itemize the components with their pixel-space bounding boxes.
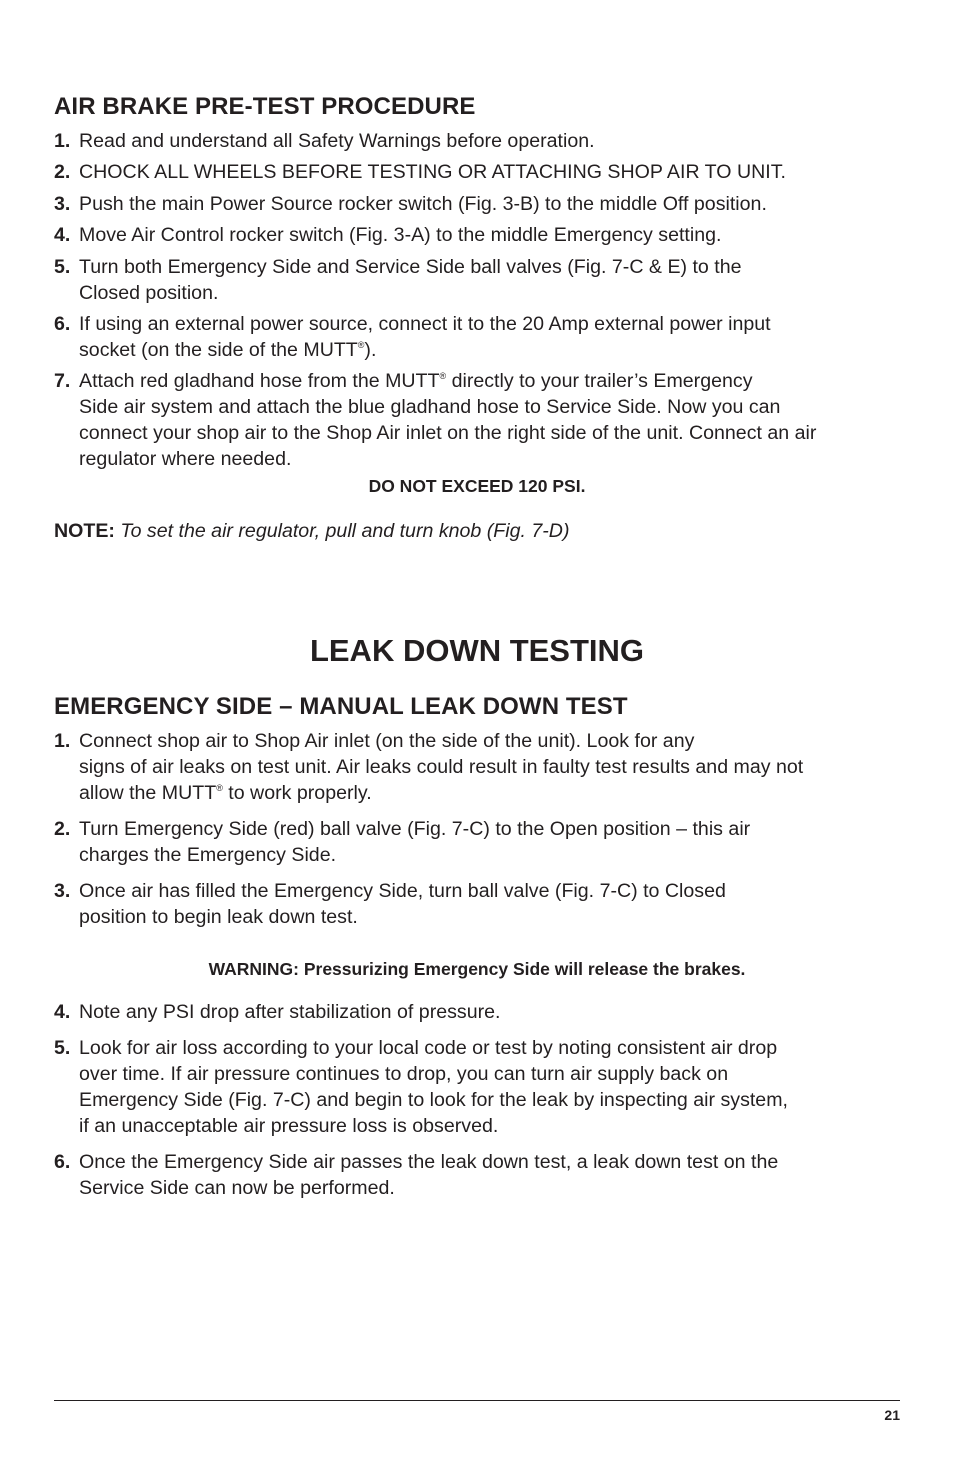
list-item: 7. Attach red gladhand hose from the MUTT® directly to your trailer’s Emergency Side air system and attach the blue gladhand hose to Service Side. Now you can connect your shop air to the Shop Air inlet on the right side of the unit. Connect an air regulator where needed.	[54, 370, 817, 470]
registered-mark: ®	[216, 783, 223, 793]
leak-test-heading: EMERGENCY SIDE – MANUAL LEAK DOWN TEST	[54, 693, 628, 720]
list-item: 6. If using an external power source, connect it to the 20 Amp external power input socket (on the side of the MUTT®).	[54, 313, 771, 361]
list-item: 3. Once air has filled the Emergency Side, turn ball valve (Fig. 7-C) to Closed position to begin leak down test.	[54, 880, 726, 928]
page-number: 21	[884, 1407, 900, 1423]
registered-mark: ®	[439, 371, 447, 381]
list-item: 2. CHOCK ALL WHEELS BEFORE TESTING OR ATTACHING SHOP AIR TO UNIT.	[54, 161, 786, 183]
note-label: NOTE:	[54, 520, 115, 542]
pretest-heading: AIR BRAKE PRE-TEST PROCEDURE	[54, 93, 476, 120]
list-item: 6. Once the Emergency Side air passes the leak down test, a leak down test on the Service Side can now be performed.	[54, 1151, 779, 1199]
manual-page	[54, 0, 900, 1475]
list-item: 1. Read and understand all Safety Warnings before operation.	[54, 130, 595, 152]
footer-divider	[54, 1400, 900, 1401]
pressure-caution: DO NOT EXCEED 120 PSI.	[368, 476, 586, 496]
list-item: 5. Turn both Emergency Side and Service Side ball valves (Fig. 7-C & E) to the Closed position.	[54, 256, 742, 304]
note-text: To set the air regulator, pull and turn knob (Fig. 7-D)	[120, 520, 570, 542]
registered-mark: ®	[357, 340, 365, 350]
list-item: 4. Move Air Control rocker switch (Fig. 3-A) to the middle Emergency setting.	[54, 224, 722, 246]
list-item: 2. Turn Emergency Side (red) ball valve (Fig. 7-C) to the Open position – this air charges the Emergency Side.	[54, 818, 751, 866]
page-title: LEAK DOWN TESTING	[309, 633, 645, 668]
note	[54, 518, 569, 544]
list-item: 5. Look for air loss according to your local code or test by noting consistent air drop over time. If air pressure continues to drop, you can turn air supply back on Emergency Side (Fig. 7-C) and begin to look for the leak by inspecting air system, if an unacceptable air pressure loss is observed.	[54, 1037, 788, 1137]
list-item: 4. Note any PSI drop after stabilization of pressure.	[54, 1001, 501, 1023]
brake-warning: WARNING: Pressurizing Emergency Side will release the brakes.	[208, 959, 746, 979]
list-item: 1. Connect shop air to Shop Air inlet (on the side of the unit). Look for any signs of air leaks on test unit. Air leaks could result in faulty test results and may not allow the MUTT® to work properly.	[54, 730, 804, 804]
list-item: 3. Push the main Power Source rocker switch (Fig. 3-B) to the middle Off position.	[54, 193, 767, 215]
